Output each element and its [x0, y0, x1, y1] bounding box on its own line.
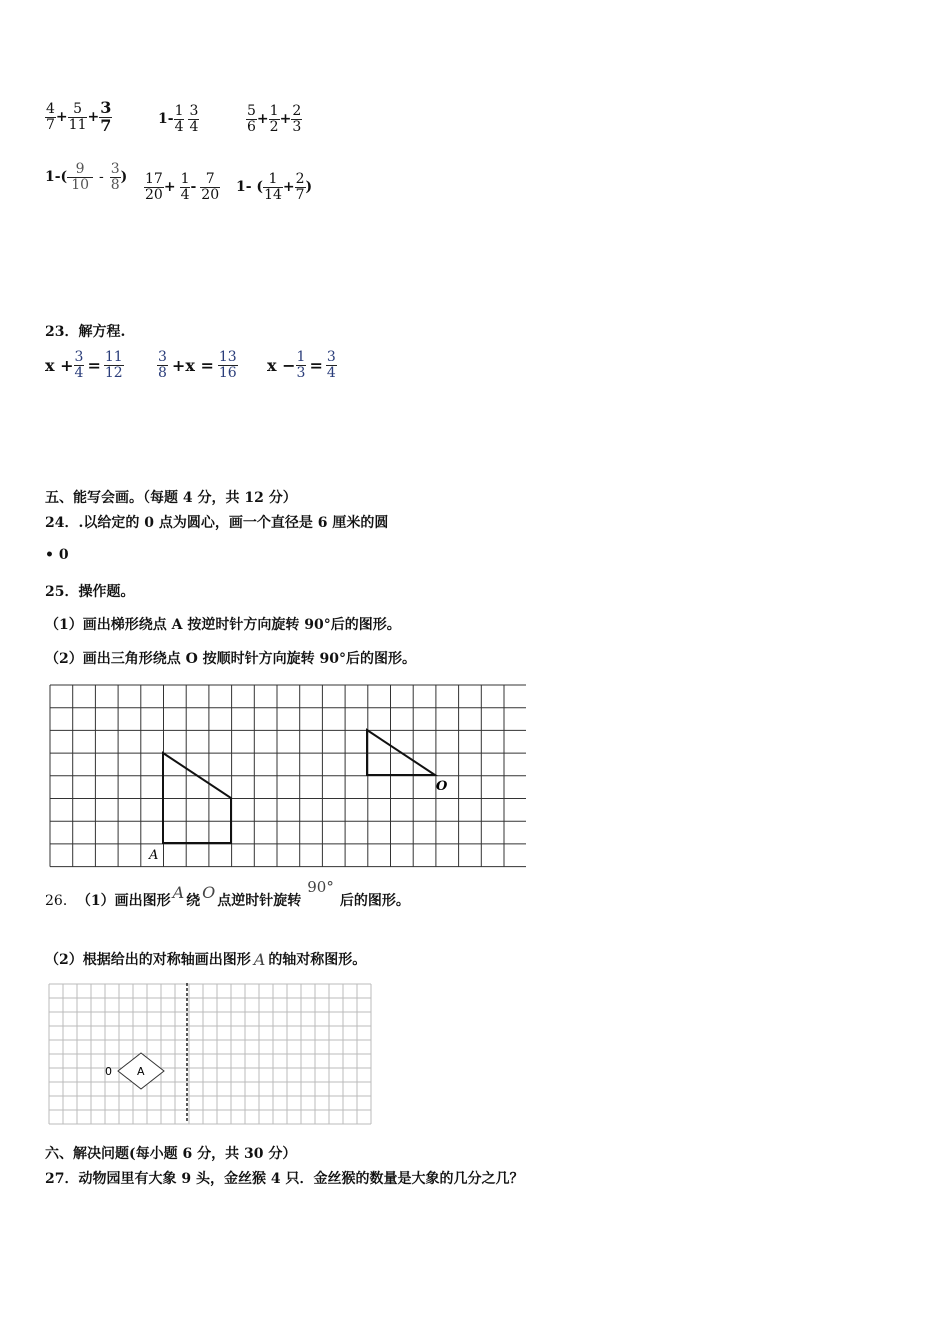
q26-part-2 [45, 949, 366, 969]
fraction: $\frac{4}{7}$ [46, 101, 55, 133]
fraction: $\frac{3}{4}$ [189, 103, 199, 135]
fraction: $\frac{1}{4}$ [180, 171, 190, 203]
equation-lhs: x + [45, 355, 74, 375]
equation-2 [157, 350, 238, 380]
fraction: $\frac{1}{4}$ [174, 103, 184, 135]
rotation-grid [48, 684, 526, 869]
triangle-shape [367, 730, 435, 775]
operator: + [256, 111, 269, 128]
equation-lhs: x − [267, 355, 296, 375]
calc-expr-4 [45, 162, 127, 192]
fraction: $\frac{1}{3}$ [296, 349, 306, 381]
prefix: 1-( [45, 169, 68, 186]
equation-3 [267, 350, 337, 380]
fraction: $\frac{17}{20}$ [145, 171, 163, 203]
operator: + [87, 109, 100, 126]
fraction: $\frac{9}{10}$ [67, 162, 93, 192]
calc-expr-2 [158, 104, 199, 134]
fraction: $\frac{2}{3}$ [292, 103, 302, 135]
calc-expr-6 [236, 172, 312, 202]
q24-title: 24．.以给定的 0 点为圆心，画一个直径是 6 厘米的圆 [45, 515, 389, 531]
q25-part-1: （1）画出梯形绕点 A 按逆时针方向旋转 90°后的图形。 [45, 617, 401, 633]
fraction: $\frac{1}{14}$ [264, 171, 282, 203]
center-point: • 0 [45, 547, 69, 563]
fraction: $\frac{2}{7}$ [295, 171, 305, 203]
point-zero-label: 0 [105, 1065, 112, 1078]
operator: - [99, 169, 104, 186]
suffix: ) [120, 169, 128, 186]
var-a: A [172, 883, 185, 902]
prefix: 1- ( [236, 179, 264, 196]
fraction: $\frac{3}{8}$ [158, 349, 167, 381]
point-a-label: A [149, 848, 159, 863]
q26-number: 26． [45, 893, 77, 909]
operator: - [190, 179, 197, 196]
fraction: $\frac{3}{7}$ [100, 98, 112, 135]
point-o-label: O [436, 779, 448, 794]
calc-expr-3 [246, 104, 302, 134]
q25-title: 25．操作题。 [45, 584, 135, 600]
suffix: ) [305, 179, 313, 196]
fraction: $\frac{5}{6}$ [247, 103, 256, 135]
operator: + [282, 179, 295, 196]
q26-text-a: （1）画出图形 [76, 893, 171, 909]
section-5-title: 五、能写会画。（每题 4 分，共 12 分） [45, 490, 297, 506]
fraction: $\frac{3}{4}$ [74, 349, 84, 381]
q26-part2-text-b: 的轴对称图形。 [268, 952, 367, 968]
q26-text-b: 绕 [186, 893, 201, 909]
q27-title: 27．动物园里有大象 9 头，金丝猴 4 只．金丝猴的数量是大象的几分之几？ [45, 1171, 524, 1187]
fraction: $\frac{13}{16}$ [218, 349, 237, 381]
q26-text-d: 后的图形。 [339, 893, 410, 909]
angle-value: 90° [307, 878, 334, 896]
figure-a-label: A [137, 1065, 145, 1078]
section-6-title: 六、解决问题(每小题 6 分，共 30 分） [45, 1146, 297, 1162]
equals-sign: = [87, 355, 101, 375]
operator: + [163, 179, 176, 196]
prefix: 1- [158, 111, 174, 128]
calc-expr-1 [45, 100, 112, 135]
q25-part-2: （2）画出三角形绕点 O 按顺时针方向旋转 90°后的图形。 [45, 651, 417, 667]
q26-part-1 [45, 878, 410, 910]
equals-sign: = [309, 355, 323, 375]
var-a: A [253, 949, 266, 969]
var-o: O [202, 883, 216, 902]
q23-title: 23．解方程. [45, 324, 126, 340]
fraction: $\frac{11}{12}$ [104, 349, 123, 381]
fraction: $\frac{3}{4}$ [326, 349, 336, 381]
q26-part2-text-a: （2）根据给出的对称轴画出图形 [45, 952, 251, 968]
fraction: $\frac{7}{20}$ [201, 171, 220, 203]
equation-mid: +x = [171, 355, 214, 375]
equation-1 [45, 350, 124, 380]
fraction: $\frac{3}{8}$ [110, 161, 120, 193]
operator: + [55, 109, 68, 126]
operator: + [279, 111, 292, 128]
calc-expr-5 [144, 172, 220, 202]
q26-text-c: 点逆时针旋转 [217, 893, 302, 909]
fraction: $\frac{5}{11}$ [68, 101, 87, 133]
fraction: $\frac{1}{2}$ [269, 103, 279, 135]
symmetry-grid [48, 983, 378, 1126]
